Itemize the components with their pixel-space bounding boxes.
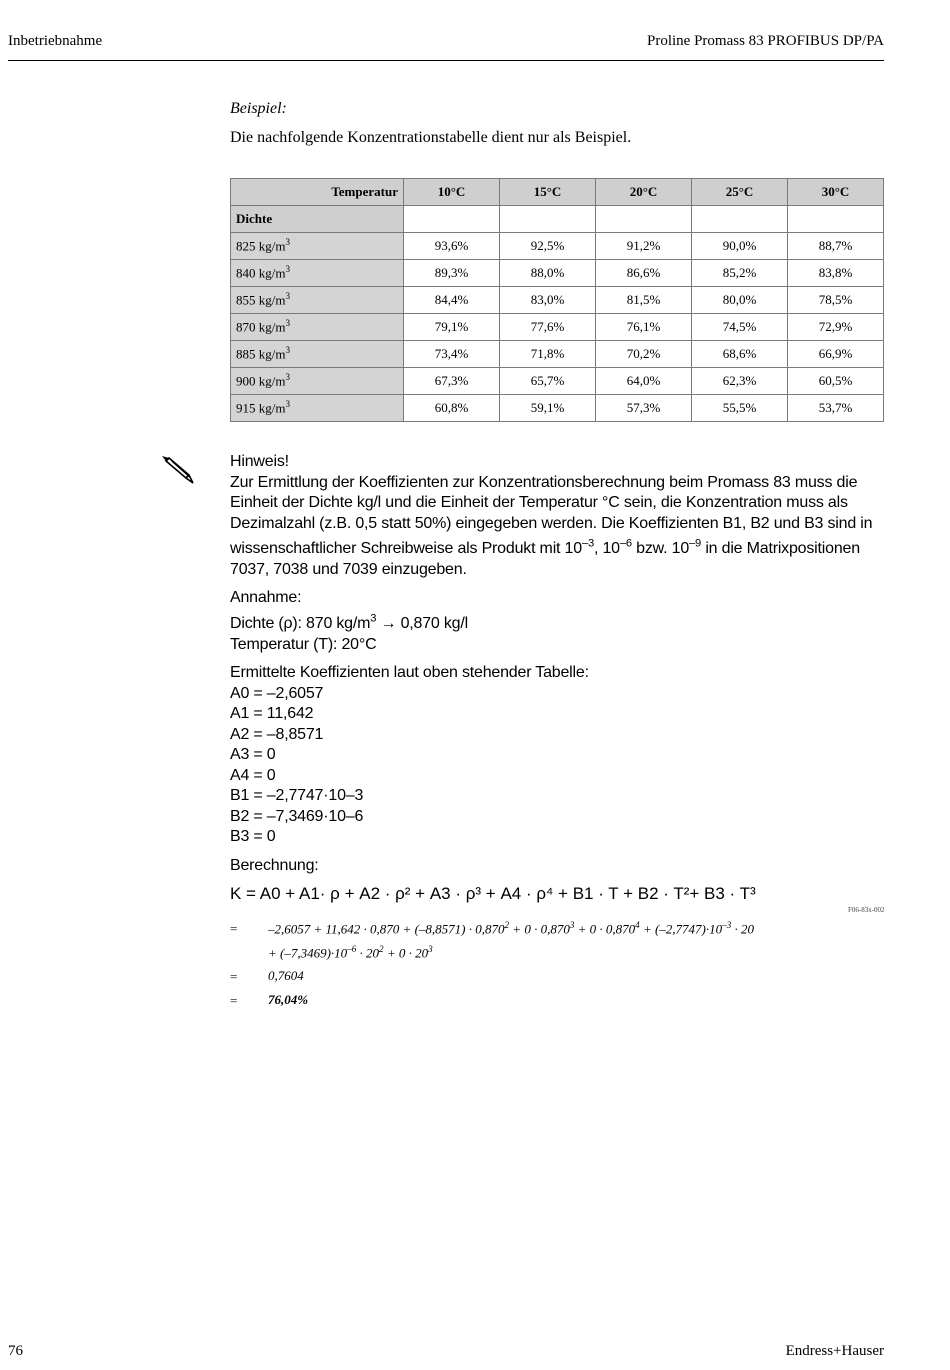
concentration-cell: 62,3%	[692, 368, 788, 395]
coefficient: A0 = –2,6057	[230, 684, 324, 702]
concentration-cell: 83,0%	[500, 287, 596, 314]
concentration-cell: 72,9%	[788, 314, 884, 341]
density-cell: 870 $kg/m^3$	[231, 314, 404, 341]
concentration-cell: 85,2%	[692, 260, 788, 287]
density-cell: 900 $kg/m^3$	[231, 368, 404, 395]
concentration-cell: 66,9%	[788, 341, 884, 368]
coefficients-title: Ermittelte Koeffizienten laut oben stehender Tabelle:	[230, 664, 589, 682]
pencil-icon	[160, 452, 198, 488]
header-divider	[8, 60, 884, 61]
density-cell: 885 $kg/m^3$	[231, 341, 404, 368]
concentration-cell: 57,3%	[596, 395, 692, 422]
concentration-cell: 89,3%	[404, 260, 500, 287]
concentration-cell: 64,0%	[596, 368, 692, 395]
concentration-cell: 86,6%	[596, 260, 692, 287]
coefficient: B3 = 0	[230, 828, 276, 846]
concentration-cell: 55,5%	[692, 395, 788, 422]
density-cell: 915 $kg/m^3$	[231, 395, 404, 422]
concentration-cell: 88,7%	[788, 233, 884, 260]
equals-sign: =	[230, 969, 238, 984]
concentration-cell: 88,0%	[500, 260, 596, 287]
concentration-cell: 60,8%	[404, 395, 500, 422]
assumption-density: Dichte (ρ): 870 $kg/m^3 \to 0,870$ kg/l	[230, 612, 468, 633]
table-row	[231, 233, 884, 260]
concentration-cell: 81,5%	[596, 287, 692, 314]
temp-col-2: 15°C	[500, 179, 596, 206]
temp-col-1: 10°C	[404, 179, 500, 206]
calculation-title: Berechnung:	[230, 856, 319, 874]
table-row	[231, 260, 884, 287]
concentration-formula: K = A0 + A1· ρ + A2 · ρ² + A3 · ρ³ + A4 · ρ⁴ + B1 · T + B2 · T²+ B3 · T³	[230, 884, 756, 903]
example-title: Beispiel:	[230, 100, 287, 117]
table-body	[231, 233, 884, 422]
density-cell: 855 $kg/m^3$	[231, 287, 404, 314]
concentration-cell: 92,5%	[500, 233, 596, 260]
coefficients-block	[230, 663, 890, 848]
calc-line-1: $-2,6057 + 11,642 \cdot 0,870 + (-8,8571) \cdot 0,870^2 + 0 \cdot 0,870^3 + 0 \cdot 0,870^4 + (-2,7747)\cdot 10^{-3} \cdot 20$	[268, 920, 754, 937]
table-row	[231, 341, 884, 368]
example-text: Die nachfolgende Konzentrationstabelle dient nur als Beispiel.	[230, 129, 632, 146]
concentration-cell: 93,6%	[404, 233, 500, 260]
concentration-cell: 67,3%	[404, 368, 500, 395]
coefficient: A1 = 11,642	[230, 705, 314, 723]
concentration-table	[230, 178, 884, 422]
header-product-name: Proline Promass 83 PROFIBUS DP/PA	[646, 33, 884, 49]
coefficient: A2 = –8,8571	[230, 725, 324, 743]
temp-col-5: 30°C	[788, 179, 884, 206]
concentration-cell: 91,2%	[596, 233, 692, 260]
calc-line-2: + $(-7,3469)\cdot 10^{-6} \cdot 20^2 + 0 \cdot 20^3$	[268, 944, 433, 961]
equals-sign: =	[230, 921, 238, 936]
assumption-title: Annahme:	[230, 589, 302, 607]
note-block	[230, 452, 890, 884]
equals-sign: =	[230, 993, 238, 1008]
table-row	[231, 287, 884, 314]
concentration-cell: 68,6%	[692, 341, 788, 368]
concentration-cell: 65,7%	[500, 368, 596, 395]
coefficient: B1 = –2,7747·10–3	[230, 787, 364, 805]
note-text: Zur Ermittlung der Koeffizienten zur Konzentrationsberechnung beim Promass 83 muss die Einheit der Dichte kg/l und die Einheit der Temperatur °C sein, die Konzentration muss als Dezimalzahl (z.B. 0,5 statt 50%) eingegeben werden. Die Koeffizienten B1, B2 und B3 sind in wissenschaftlicher Schreibweise als Produkt mit $10^{-3}$, $10^{-6}$ bzw. $10^{-9}$ in die Matrixpositionen 7037, 7038 und 7039 einzugeben.	[230, 473, 873, 578]
density-header-row	[231, 206, 884, 233]
density-cell: 840 $kg/m^3$	[231, 260, 404, 287]
concentration-cell: 60,5%	[788, 368, 884, 395]
note-title: Hinweis!	[230, 453, 289, 470]
concentration-cell: 53,7%	[788, 395, 884, 422]
table-header-row	[231, 179, 884, 206]
calc-result-decimal: 0,7604	[268, 968, 304, 983]
page-number: 76	[8, 1343, 23, 1359]
figure-id: F06-83x-002	[848, 906, 885, 914]
temperature-header: Temperatur	[231, 179, 404, 206]
temp-col-4: 25°C	[692, 179, 788, 206]
concentration-cell: 76,1%	[596, 314, 692, 341]
concentration-cell: 90,0%	[692, 233, 788, 260]
concentration-cell: 74,5%	[692, 314, 788, 341]
header-section-title: Inbetriebnahme	[8, 33, 103, 49]
concentration-cell: 79,1%	[404, 314, 500, 341]
coefficient: B2 = –7,3469·10–6	[230, 807, 364, 825]
assumption-temperature: Temperatur (T): 20°C	[230, 635, 377, 653]
concentration-cell: 83,8%	[788, 260, 884, 287]
temp-col-3: 20°C	[596, 179, 692, 206]
concentration-cell: 70,2%	[596, 341, 692, 368]
brand-name: Endress+Hauser	[785, 1343, 884, 1359]
table-row	[231, 395, 884, 422]
density-cell: 825 $kg/m^3$	[231, 233, 404, 260]
table-row	[231, 314, 884, 341]
concentration-cell: 84,4%	[404, 287, 500, 314]
concentration-cell: 71,8%	[500, 341, 596, 368]
table-row	[231, 368, 884, 395]
coefficient: A4 = 0	[230, 766, 276, 784]
concentration-cell: 73,4%	[404, 341, 500, 368]
concentration-cell: 78,5%	[788, 287, 884, 314]
density-header: Dichte	[231, 206, 404, 233]
concentration-cell: 80,0%	[692, 287, 788, 314]
coefficient: A3 = 0	[230, 746, 276, 764]
concentration-cell: 77,6%	[500, 314, 596, 341]
concentration-cell: 59,1%	[500, 395, 596, 422]
assumption-block	[230, 588, 890, 655]
calc-result-percent: 76,04%	[268, 992, 309, 1007]
